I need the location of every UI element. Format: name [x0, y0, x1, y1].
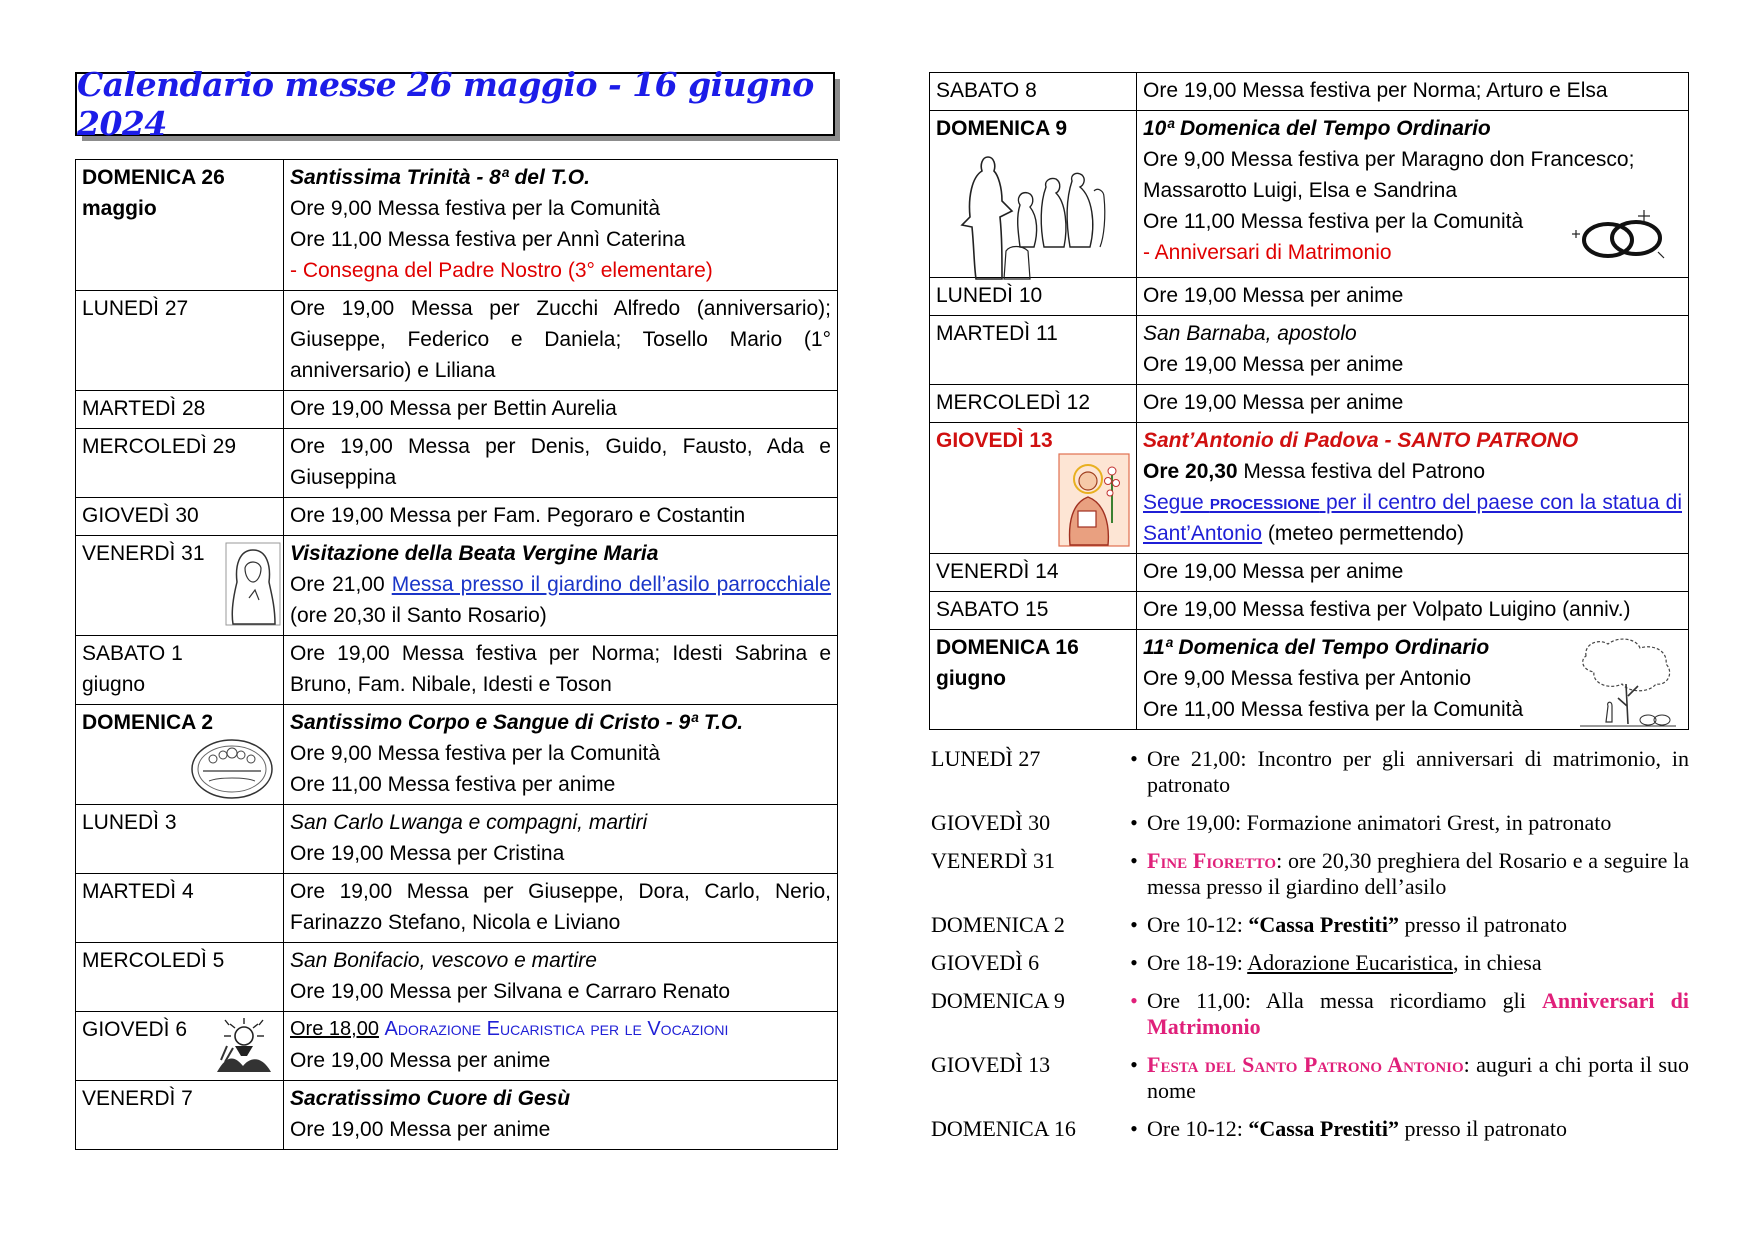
bullet-icon: •	[1130, 988, 1138, 1013]
title-frame	[75, 65, 838, 143]
entry-cell	[284, 874, 838, 943]
entry-line: Ore 9,00 Messa festiva per la Comunità	[290, 197, 661, 220]
calendar-row	[930, 423, 1689, 554]
bullet-icon: •	[1130, 810, 1138, 835]
entry-line: Santissima Trinità - 8ª del T.O.	[290, 166, 590, 189]
day-label: VENERDÌ 7	[82, 1087, 193, 1110]
note-text	[1147, 810, 1689, 836]
note-part: “Cassa Prestiti”	[1248, 1116, 1399, 1141]
entry-line: Ore 19,00 Messa festiva per Norma; Idesti Sabrina e Bruno, Fam. Nibale, Idesti e Toson	[290, 642, 831, 696]
entry-cell	[284, 291, 838, 391]
day-label: VENERDÌ 31	[82, 542, 205, 565]
day-cell	[930, 423, 1137, 554]
entry-line: - Anniversari di Matrimonio	[1143, 241, 1392, 264]
note-text	[1147, 988, 1689, 1040]
note-day: GIOVEDÌ 13	[931, 1052, 1051, 1077]
day-label: MARTEDÌ 4	[82, 880, 194, 903]
calendar-row	[930, 592, 1689, 630]
entry-line: Ore 9,00 Messa festiva per Maragno don Francesco;	[1143, 148, 1635, 171]
procession-word: processione	[1209, 491, 1320, 514]
entry-line: Ore 19,00 Messa per Bettin Aurelia	[290, 397, 617, 420]
procession-line	[1143, 487, 1682, 549]
calendar-row	[76, 705, 838, 805]
calendar-row	[930, 278, 1689, 316]
note-part: Anniversari di Matrimonio	[1147, 988, 1689, 1039]
entry-cell	[284, 536, 838, 636]
entry-cell	[1137, 111, 1689, 278]
calendar-row	[930, 73, 1689, 111]
note-part: “Cassa Prestiti”	[1248, 912, 1399, 937]
note-part: Adorazione Eucaristica	[1247, 950, 1454, 975]
jesus-children-icon	[958, 147, 1108, 292]
garden-mass-link: Messa presso il giardino dell’asilo parrocchiale	[391, 573, 831, 596]
adoration-text: Adorazione Eucaristica per le Vocazioni	[384, 1018, 729, 1040]
note-part: Fine Fioretto	[1147, 848, 1277, 873]
note-item	[929, 950, 1689, 976]
entry-cell	[1137, 554, 1689, 592]
adoration-line	[290, 1014, 831, 1045]
entry-line: Ore 11,00 Messa festiva per Annì Caterina	[290, 228, 686, 251]
entry-cell	[284, 429, 838, 498]
entry-cell	[1137, 73, 1689, 111]
calendar-row	[76, 1081, 838, 1150]
entry-line: Ore 9,00 Messa festiva per Antonio	[1143, 667, 1472, 690]
notes-list	[929, 746, 1689, 1142]
entry-line: Ore 19,00 Messa per anime	[290, 1049, 551, 1072]
entry-cell	[1137, 278, 1689, 316]
entry-line: Ore 19,00 Messa per anime	[1143, 391, 1404, 414]
entry-cell	[284, 636, 838, 705]
note-item	[929, 1116, 1689, 1142]
day-cell	[930, 316, 1137, 385]
patron-title: Sant’Antonio di Padova - SANTO PATRONO	[1143, 429, 1579, 452]
entry-line: Ore 19,00 Messa festiva per Norma; Arturo e Elsa	[1143, 79, 1608, 102]
day-label: VENERDÌ 14	[936, 560, 1059, 583]
day-cell	[930, 385, 1137, 423]
note-day: DOMENICA 16	[931, 1116, 1076, 1141]
entry-cell	[284, 805, 838, 874]
patron-text: Messa festiva del Patrono	[1237, 460, 1486, 483]
day-cell	[76, 943, 284, 1012]
entry-line: Sacratissimo Cuore di Gesù	[290, 1087, 571, 1110]
bullet-icon: •	[1130, 1116, 1138, 1141]
note-part: presso il patronato	[1398, 912, 1567, 937]
note-text	[1147, 848, 1689, 900]
entry-line: Ore 19,00 Messa per anime	[1143, 284, 1404, 307]
day-label: SABATO 8	[936, 79, 1037, 102]
note-part: presso il patronato	[1398, 1116, 1567, 1141]
day-label: DOMENICA 2	[82, 711, 214, 734]
calendar-row	[76, 874, 838, 943]
note-part: : ore 20,30 preghiera del Rosario e a seguire la messa presso il giardino dell’asilo	[1147, 848, 1689, 899]
note-text	[1147, 912, 1689, 938]
bullet-icon: •	[1130, 912, 1138, 937]
day-label-month: giugno	[82, 673, 146, 696]
entry-line: Ore 19,00 Messa per Fam. Pegoraro e Costantin	[290, 504, 746, 527]
entry-line: 10ª Domenica del Tempo Ordinario	[1143, 117, 1491, 140]
day-label: MARTEDÌ 11	[936, 322, 1058, 345]
day-label: MERCOLEDÌ 29	[82, 435, 237, 458]
day-label: DOMENICA 9	[936, 117, 1068, 140]
day-label: GIOVEDÌ 6	[82, 1018, 188, 1041]
left-calendar-table	[75, 159, 838, 1150]
calendar-row	[930, 111, 1689, 278]
entry-cell	[1137, 423, 1689, 554]
calendar-row	[930, 385, 1689, 423]
calendar-row	[76, 536, 838, 636]
entry-cell	[284, 705, 838, 805]
day-cell	[76, 805, 284, 874]
entry-cell	[284, 160, 838, 291]
entry-line: Ore 19,00 Messa festiva per Volpato Luigino (anniv.)	[1143, 598, 1631, 621]
note-part: , in chiesa	[1453, 950, 1542, 975]
entry-cell	[284, 498, 838, 536]
patron-mass	[1143, 456, 1682, 487]
left-column	[75, 65, 838, 1150]
calendar-row	[930, 630, 1689, 730]
tree-icon	[1578, 636, 1678, 739]
note-part: Ore 18-19:	[1147, 950, 1248, 975]
note-item	[929, 912, 1689, 938]
entry-rich-line	[290, 569, 831, 631]
madonna-icon	[225, 542, 281, 635]
note-day: GIOVEDÌ 30	[931, 810, 1051, 835]
note-item	[929, 848, 1689, 900]
procession-post: per il centro del paese con la statua di Sant’Antonio	[1143, 491, 1682, 545]
day-cell	[930, 278, 1137, 316]
calendar-row	[76, 943, 838, 1012]
adoration-time: Ore 18,00	[290, 1018, 379, 1040]
entry-line: Ore 19,00 Messa per anime	[1143, 353, 1404, 376]
rich-pre: Ore 21,00	[290, 573, 392, 596]
right-column	[929, 72, 1689, 1154]
note-day: DOMENICA 9	[931, 988, 1065, 1013]
day-label: GIOVEDÌ 30	[82, 504, 199, 527]
note-part: : auguri a chi porta il suo nome	[1147, 1052, 1689, 1103]
entry-line: Ore 11,00 Messa festiva per la Comunità	[1143, 210, 1524, 233]
procession-tail: (meteo permettendo)	[1262, 522, 1465, 545]
day-label: GIOVEDÌ 13	[936, 429, 1053, 452]
day-cell	[930, 630, 1137, 730]
calendar-row	[76, 291, 838, 391]
day-cell	[930, 73, 1137, 111]
entry-line: Ore 11,00 Messa festiva per la Comunità	[1143, 698, 1524, 721]
entry-cell	[1137, 592, 1689, 630]
note-text	[1147, 950, 1689, 976]
calendar-row	[76, 1012, 838, 1081]
entry-line: Santissimo Corpo e Sangue di Cristo - 9ª T.O.	[290, 711, 744, 734]
note-text	[1147, 1116, 1689, 1142]
bullet-icon: •	[1130, 848, 1138, 873]
day-label: LUNEDÌ 3	[82, 811, 177, 834]
wedding-rings-icon	[1568, 206, 1678, 271]
day-cell	[76, 429, 284, 498]
note-part: Ore 10-12:	[1147, 912, 1249, 937]
entry-cell	[284, 1012, 838, 1081]
day-label: MERCOLEDÌ 12	[936, 391, 1091, 414]
calendar-row	[930, 554, 1689, 592]
entry-cell	[1137, 385, 1689, 423]
entry-cell	[284, 391, 838, 429]
day-label: DOMENICA 26	[82, 166, 225, 189]
day-label-month: giugno	[936, 667, 1006, 690]
day-label: LUNEDÌ 10	[936, 284, 1043, 307]
entry-line: 11ª Domenica del Tempo Ordinario	[1143, 636, 1490, 659]
rich-post: (ore 20,30 il Santo Rosario)	[290, 604, 547, 627]
day-cell	[930, 592, 1137, 630]
day-label: MARTEDÌ 28	[82, 397, 206, 420]
day-cell	[76, 1081, 284, 1150]
page-title: Calendario messe 26 maggio - 16 giugno 2024	[77, 65, 814, 143]
day-cell	[76, 705, 284, 805]
day-cell	[76, 391, 284, 429]
procession-pre: Segue	[1143, 491, 1210, 514]
entry-line: Ore 19,00 Messa per Cristina	[290, 842, 565, 865]
note-item	[929, 1052, 1689, 1104]
day-label-month: maggio	[82, 197, 157, 220]
entry-line: Ore 19,00 Messa per anime	[1143, 560, 1404, 583]
bullet-icon: •	[1130, 1052, 1138, 1077]
note-part: Ore 11,00: Alla messa ricordiamo gli	[1147, 988, 1543, 1013]
note-day: VENERDÌ 31	[931, 848, 1056, 873]
day-cell	[76, 498, 284, 536]
title-box	[75, 65, 835, 143]
calendar-row	[76, 429, 838, 498]
note-day: LUNEDÌ 27	[931, 746, 1041, 771]
entry-line: Visitazione della Beata Vergine Maria	[290, 542, 659, 565]
day-label: SABATO 15	[936, 598, 1049, 621]
day-cell	[930, 111, 1137, 278]
entry-line: Ore 19,00 Messa per Silvana e Carraro Renato	[290, 980, 731, 1003]
saint-anthony-icon	[1058, 453, 1130, 556]
entry-line: Ore 11,00 Messa festiva per anime	[290, 773, 616, 796]
note-part: Festa del Santo Patrono Antonio	[1147, 1052, 1464, 1077]
entry-line: San Carlo Lwanga e compagni, martiri	[290, 811, 648, 834]
note-part: Ore 10-12:	[1147, 1116, 1249, 1141]
note-text	[1147, 746, 1689, 798]
right-calendar-table	[929, 72, 1689, 730]
last-supper-icon	[189, 737, 275, 810]
calendar-row	[76, 636, 838, 705]
note-item	[929, 810, 1689, 836]
entry-cell	[1137, 630, 1689, 730]
day-label: LUNEDÌ 27	[82, 297, 189, 320]
entry-line: San Barnaba, apostolo	[1143, 322, 1357, 345]
entry-line: - Consegna del Padre Nostro (3° elementare)	[290, 259, 713, 282]
entry-cell	[284, 943, 838, 1012]
note-text	[1147, 1052, 1689, 1104]
day-cell	[76, 536, 284, 636]
entry-line: Ore 19,00 Messa per anime	[290, 1118, 551, 1141]
entry-cell	[1137, 316, 1689, 385]
note-part: Ore 19,00: Formazione animatori Grest, in patronato	[1147, 810, 1612, 835]
calendar-row	[930, 316, 1689, 385]
patron-time: Ore 20,30	[1143, 460, 1238, 483]
calendar-row	[76, 391, 838, 429]
note-part: Ore 21,00: Incontro per gli anniversari di matrimonio, in patronato	[1147, 746, 1689, 797]
bullet-icon: •	[1130, 950, 1138, 975]
entry-line: Ore 19,00 Messa per Denis, Guido, Fausto, Ada e Giuseppina	[290, 435, 831, 489]
day-cell	[930, 554, 1137, 592]
calendar-row	[76, 805, 838, 874]
entry-line: Ore 19,00 Messa per Giuseppe, Dora, Carlo, Nerio, Farinazzo Stefano, Nicola e Liviano	[290, 880, 831, 934]
day-cell	[76, 160, 284, 291]
note-item	[929, 988, 1689, 1040]
day-label: DOMENICA 16	[936, 636, 1079, 659]
entry-cell	[284, 1081, 838, 1150]
day-cell	[76, 1012, 284, 1081]
note-day: GIOVEDÌ 6	[931, 950, 1040, 975]
bullet-icon: •	[1130, 746, 1138, 771]
calendar-row	[76, 160, 838, 291]
calendar-row	[76, 498, 838, 536]
day-label: SABATO 1	[82, 642, 183, 665]
entry-line: Massarotto Luigi, Elsa e Sandrina	[1143, 179, 1458, 202]
entry-line: San Bonifacio, vescovo e martire	[290, 949, 597, 972]
entry-line: Ore 9,00 Messa festiva per la Comunità	[290, 742, 661, 765]
note-day: DOMENICA 2	[931, 912, 1065, 937]
day-label: MERCOLEDÌ 5	[82, 949, 225, 972]
entry-line: Ore 19,00 Messa per Zucchi Alfredo (anniversario); Giuseppe, Federico e Daniela; Tosello Mario (1° anniversario) e Liliana	[290, 297, 831, 382]
eucharist-icon	[213, 1016, 275, 1083]
note-item	[929, 746, 1689, 798]
day-cell	[76, 874, 284, 943]
day-cell	[76, 636, 284, 705]
day-cell	[76, 291, 284, 391]
